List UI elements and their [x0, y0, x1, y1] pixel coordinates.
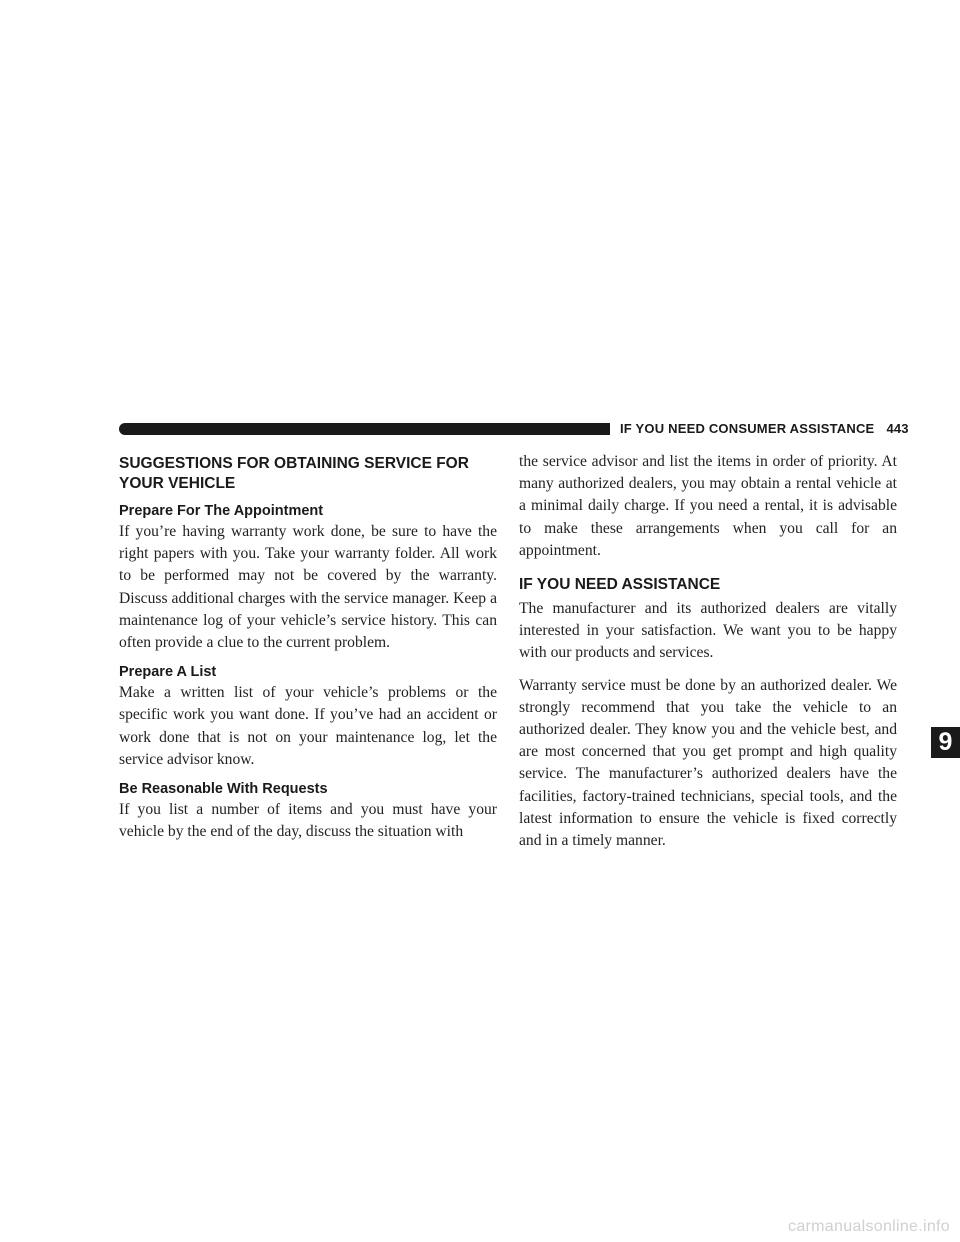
- paragraph-list: Make a written list of your vehicle’s problems or the specific work you want done. If you’ve had an accident or work done that is not on your maintenance log, let the service advisor know.: [119, 684, 497, 768]
- subsection-title-appointment: Prepare For The Appointment: [119, 503, 324, 519]
- left-column: [119, 454, 497, 852]
- subsection-title-list: Prepare A List: [119, 664, 217, 681]
- section-title-assistance: IF YOU NEED ASSISTANCE: [519, 576, 721, 594]
- watermark: carmanualsonline.info: [788, 1218, 950, 1235]
- page-number: 443: [886, 421, 909, 436]
- right-column: [519, 451, 897, 862]
- chapter-tab: 9: [931, 727, 960, 758]
- header-title: IF YOU NEED CONSUMER ASSISTANCE: [620, 421, 875, 436]
- subsection-title-requests: Be Reasonable With Requests: [119, 781, 328, 798]
- header-rule: [119, 423, 610, 435]
- paragraph-requests: If you list a number of items and you must have your vehicle by the end of the day, discuss the situation with: [119, 801, 497, 841]
- section-title-service: SUGGESTIONS FOR OBTAINING SERVICE FOR YOUR VEHICLE: [119, 455, 469, 492]
- running-header: [620, 420, 909, 438]
- paragraph-continued: the service advisor and list the items in order of priority. At many authorized dealers, you may obtain a rental vehicle at a minimal daily charge. If you need a rental, it is advisable to make these arrangements when you call for an appointment.: [519, 453, 897, 559]
- paragraph-warranty-service: Warranty service must be done by an authorized dealer. We strongly recommend that you take the vehicle to an authorized dealer. They know you and the vehicle best, and are most concerned that you get prompt and high quality service. The manufacturer’s authorized dealers have the facilities, factory-trained technicians, special tools, and the latest information to ensure the vehicle is fixed correctly and in a timely manner.: [519, 676, 897, 850]
- paragraph-satisfaction: The manufacturer and its authorized dealers are vitally interested in your satisfaction. We want you to be happy with our products and services.: [519, 600, 897, 662]
- paragraph-appointment: If you’re having warranty work done, be sure to have the right papers with you. Take your warranty folder. All work to be performed may not be covered by the warranty. Discuss additional charges with the service manager. Keep a maintenance log of your vehicle’s service history. This can often provide a clue to the current problem.: [119, 523, 497, 652]
